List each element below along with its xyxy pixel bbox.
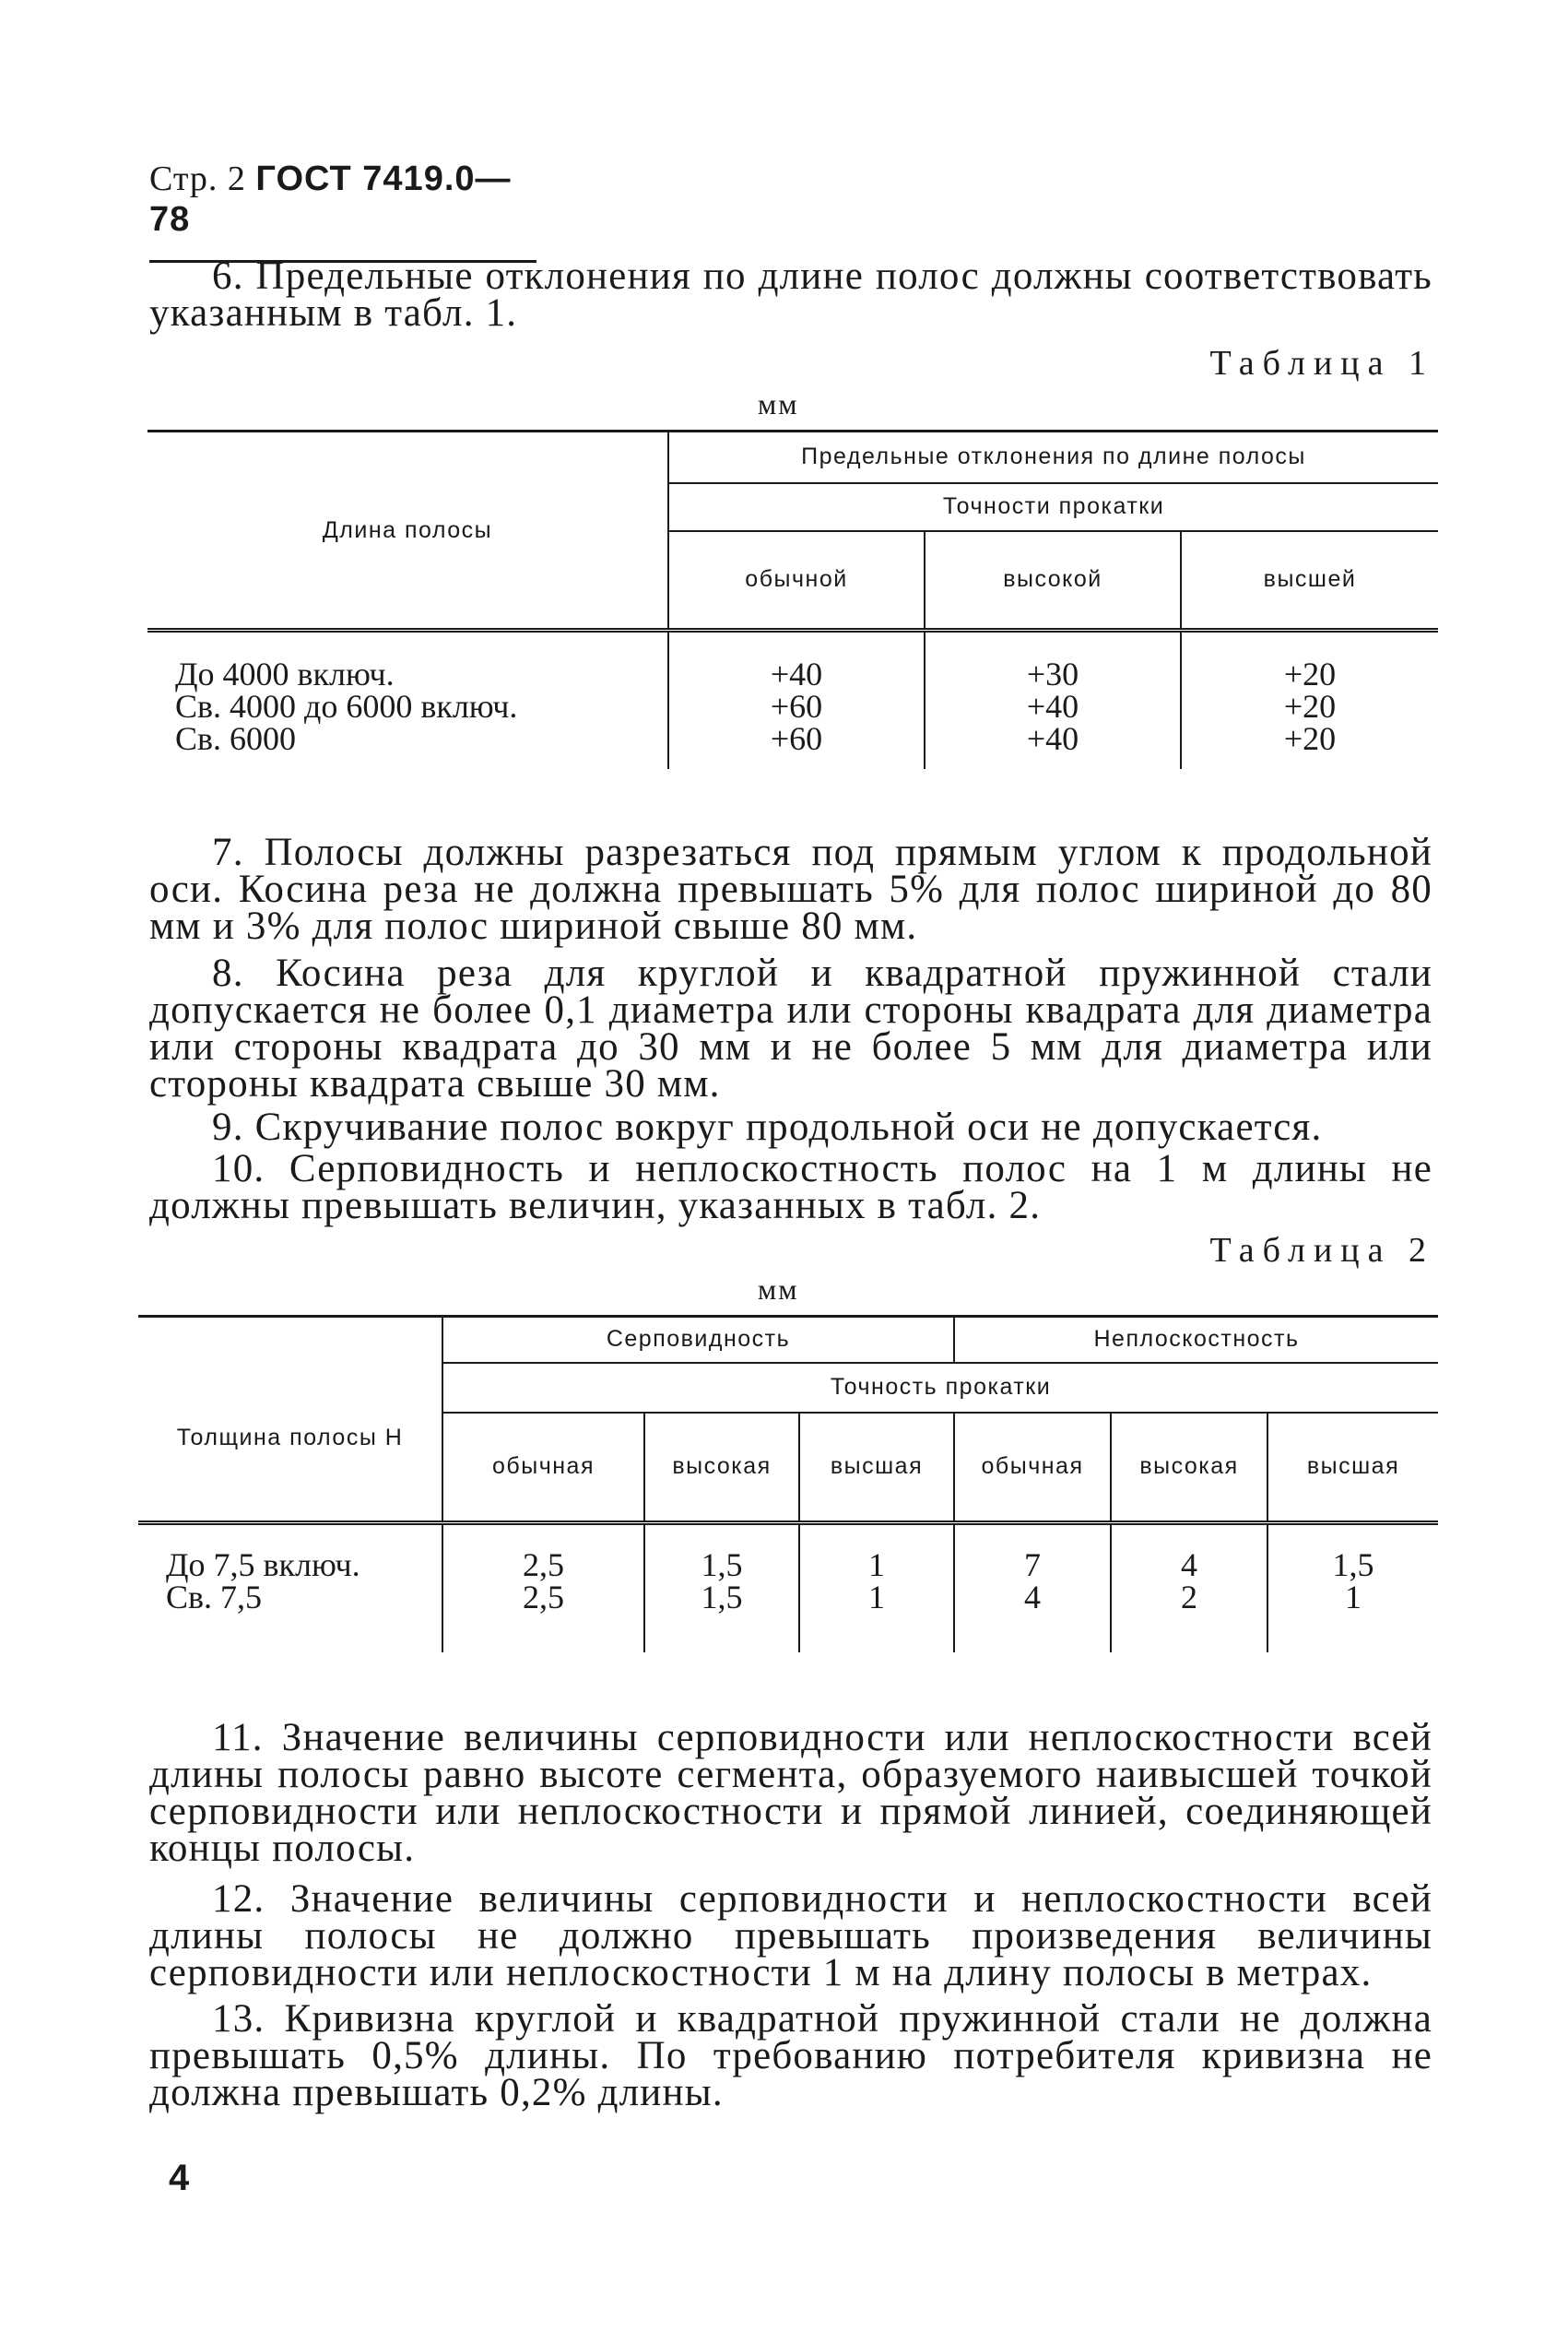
table-1-values-col — [925, 631, 1181, 769]
table-2 — [138, 1315, 1438, 1652]
table-1-values-col — [1181, 631, 1438, 769]
table-2-col-header: обычная — [954, 1413, 1111, 1523]
table-2-col-header: обычная — [442, 1413, 644, 1523]
table-1-col-header: высшей — [1263, 566, 1357, 593]
table-2-cell: 1 — [868, 1579, 885, 1615]
table-1-cell: +40 — [770, 656, 823, 692]
paragraph-13: 13. Кривизна круглой и квадратной пружинной стали не должна превышать 0,5% длины. По требованию потребителя кривизна не должна превышать 0,2% длины. — [149, 1997, 1432, 2114]
table-2-row-label: До 7,5 включ. — [166, 1546, 360, 1583]
table-1-cell: +20 — [1283, 656, 1337, 692]
table-2-subgroup-header: Точность прокатки — [442, 1363, 1438, 1413]
table-1-row-label: До 4000 включ. — [175, 656, 395, 692]
table-2-group-header: Неплоскостность — [954, 1317, 1438, 1363]
table-1-cell: +60 — [770, 720, 823, 757]
page-number: 4 — [169, 2158, 190, 2198]
table-1-cell: +40 — [1026, 688, 1079, 725]
table-2-cell: 2 — [1181, 1579, 1197, 1615]
table-2-cell: 1,5 — [701, 1579, 743, 1615]
table-1-cell: +60 — [770, 688, 823, 725]
table-1-cell: +20 — [1283, 720, 1337, 757]
table-2-col-header: высшая — [1306, 1453, 1400, 1480]
running-head — [149, 159, 536, 263]
table-2-values-col — [1267, 1523, 1438, 1652]
table-2-unit: мм — [758, 1272, 799, 1306]
table-1-cell: +30 — [1026, 656, 1079, 692]
table-1-row-labels — [147, 631, 668, 769]
table-1-row-label: Св. 4000 до 6000 включ. — [175, 688, 518, 725]
paragraph-6: 6. Предельные отклонения по длине полос должны соответствовать указанным в табл. 1. — [149, 254, 1432, 335]
table-1-subgroup-header: Точности прокатки — [668, 483, 1438, 531]
table-2-group-header: Серповидность — [442, 1317, 954, 1363]
table-2-cell: 1 — [868, 1546, 885, 1583]
table-2-row-labels — [138, 1523, 442, 1652]
table-2-cell: 2,5 — [523, 1546, 564, 1583]
table-2-values-col — [799, 1523, 954, 1652]
table-2-cell: 1 — [1345, 1579, 1362, 1615]
table-1-row-label: Св. 6000 — [175, 720, 297, 757]
table-2-values-col — [954, 1523, 1111, 1652]
table-1-caption: Таблица 1 — [1209, 344, 1434, 383]
table-1-row-header: Длина полосы — [147, 432, 668, 631]
paragraph-11: 11. Значение величины серповидности или неплоскостности всей длины полосы равно высоте сегмента, образуемого наивысшей точкой серповидности или неплоскостности и прямой линией, соединяющей концы полосы. — [149, 1716, 1432, 1870]
table-2-cell: 1,5 — [1332, 1546, 1374, 1583]
table-2-cell: 7 — [1024, 1546, 1041, 1583]
table-2-values-col — [644, 1523, 799, 1652]
table-1-col-header: обычной — [668, 531, 925, 631]
table-2-col-header: высокая — [644, 1413, 799, 1523]
page-label: Стр. 2 — [149, 160, 246, 198]
table-1-values-col — [668, 631, 925, 769]
table-2-cell: 4 — [1024, 1579, 1041, 1615]
table-2-cell: 2,5 — [523, 1579, 564, 1615]
table-2-caption: Таблица 2 — [1209, 1231, 1434, 1270]
table-2-values-col — [442, 1523, 644, 1652]
table-2-row-header: Толщина полосы H — [138, 1317, 442, 1523]
table-2-row-label: Св. 7,5 — [166, 1579, 263, 1615]
paragraph-12: 12. Значение величины серповидности и неплоскостности всей длины полосы не должно превышать произведения величины серповидности или неплоскостности 1 м на длину полосы в метрах. — [149, 1877, 1432, 1994]
table-2-cell: 4 — [1181, 1546, 1197, 1583]
paragraph-8: 8. Косина реза для круглой и квадратной пружинной стали допускается не более 0,1 диаметра или стороны квадрата для диаметра или стороны квадрата до 30 мм и не более 5 мм для диаметра или стороны квадрата свыше 30 мм. — [149, 952, 1432, 1106]
table-2-cell: 1,5 — [701, 1546, 743, 1583]
table-1 — [147, 430, 1438, 769]
table-1-cell: +20 — [1283, 688, 1337, 725]
table-1-cell: +40 — [1026, 720, 1079, 757]
paragraph-7: 7. Полосы должны разрезаться под прямым углом к продольной оси. Косина реза не должна превышать 5% для полос шириной до 80 мм и 3% для полос шириной свыше 80 мм. — [149, 831, 1432, 948]
table-1-col-header: высокой — [925, 531, 1181, 631]
table-2-col-header: высокая — [1111, 1413, 1267, 1523]
paragraph-9: 9. Скручивание полос вокруг продольной оси не допускается. — [212, 1106, 1323, 1149]
table-2-col-header: высшая — [799, 1413, 954, 1523]
table-1-unit: мм — [758, 387, 799, 420]
table-2-values-col — [1111, 1523, 1267, 1652]
paragraph-10: 10. Серповидность и неплоскостность полос на 1 м длины не должны превышать величин, указанных в табл. 2. — [149, 1147, 1432, 1227]
standard-number: ГОСТ 7419.0—78 — [149, 160, 512, 239]
table-1-group-header: Предельные отклонения по длине полосы — [668, 432, 1438, 483]
